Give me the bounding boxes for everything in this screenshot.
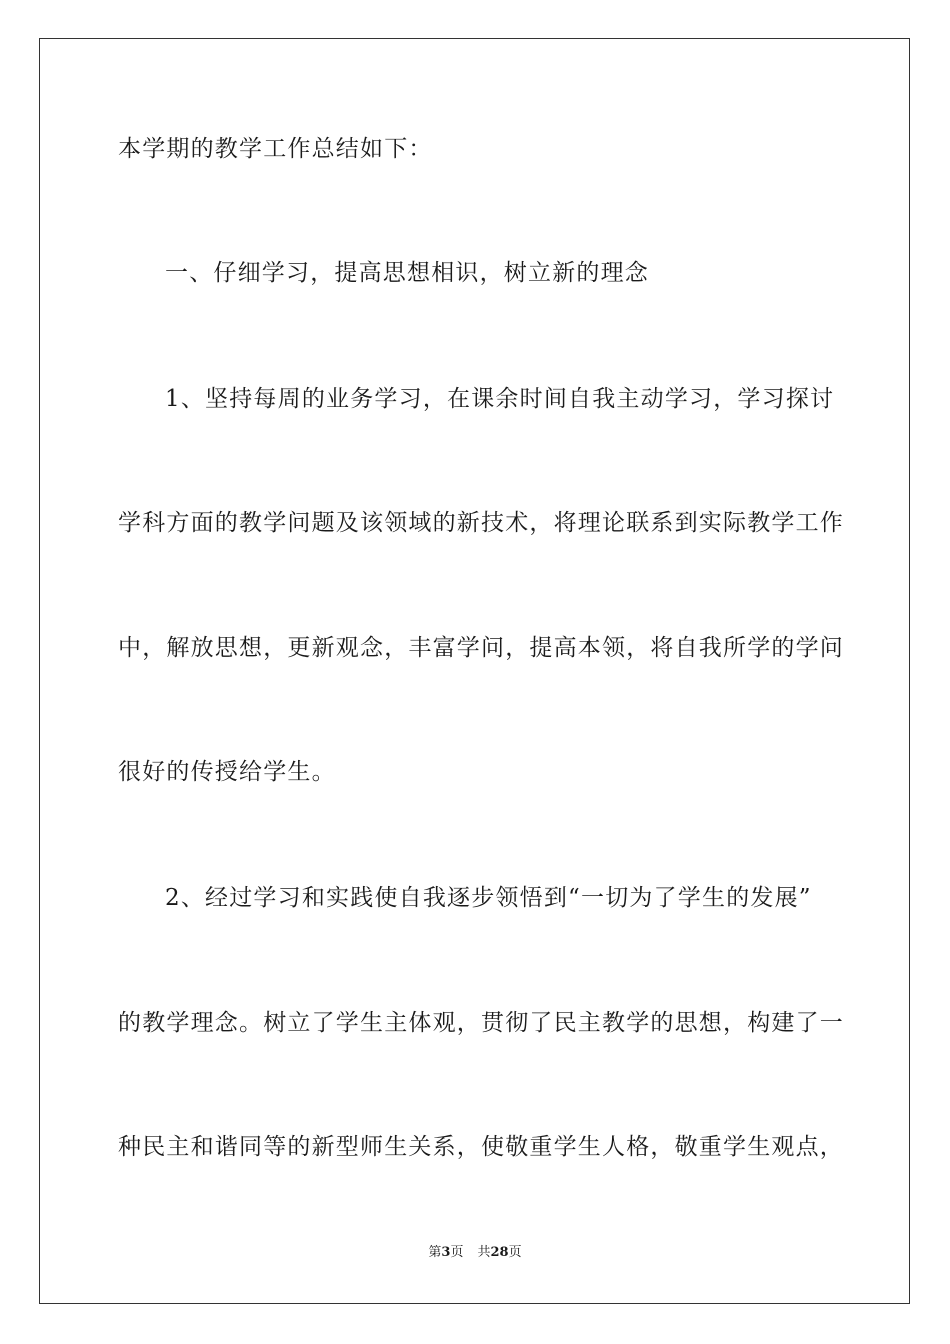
paragraph-line-1: 本学期的教学工作总结如下： — [118, 136, 433, 162]
footer-page-current: 3 — [441, 1245, 451, 1260]
page-footer — [0, 1244, 950, 1262]
paragraph-line-6: 2、经过学习和实践使自我逐步领悟到“一切为了学生的发展” — [165, 885, 812, 911]
footer-total-unit: 页 — [508, 1245, 522, 1260]
paragraph-line-8: 种民主和谐同等的新型师生关系，使敬重学生人格，敬重学生观点， — [118, 1134, 844, 1160]
paragraph-line-3: 学科方面的教学问题及该领域的新技术，将理论联系到实际教学工作 — [118, 510, 844, 536]
footer-page-unit: 页 — [450, 1245, 464, 1260]
footer-page-total: 28 — [490, 1245, 509, 1260]
paragraph-line-7: 的教学理念。树立了学生主体观，贯彻了民主教学的思想，构建了一 — [118, 1010, 844, 1036]
paragraph-line-4: 中，解放思想，更新观念，丰富学问，提高本领，将自我所学的学问 — [118, 635, 844, 661]
page-border — [39, 38, 910, 1304]
footer-total-prefix: 共 — [477, 1245, 491, 1260]
paragraph-line-2: 1、坚持每周的业务学习，在课余时间自我主动学习，学习探讨 — [165, 386, 835, 412]
footer-page-prefix: 第 — [428, 1245, 442, 1260]
paragraph-line-5: 很好的传授给学生。 — [118, 759, 336, 785]
section-heading: 一、仔细学习，提高思想相识，树立新的理念 — [165, 260, 649, 286]
